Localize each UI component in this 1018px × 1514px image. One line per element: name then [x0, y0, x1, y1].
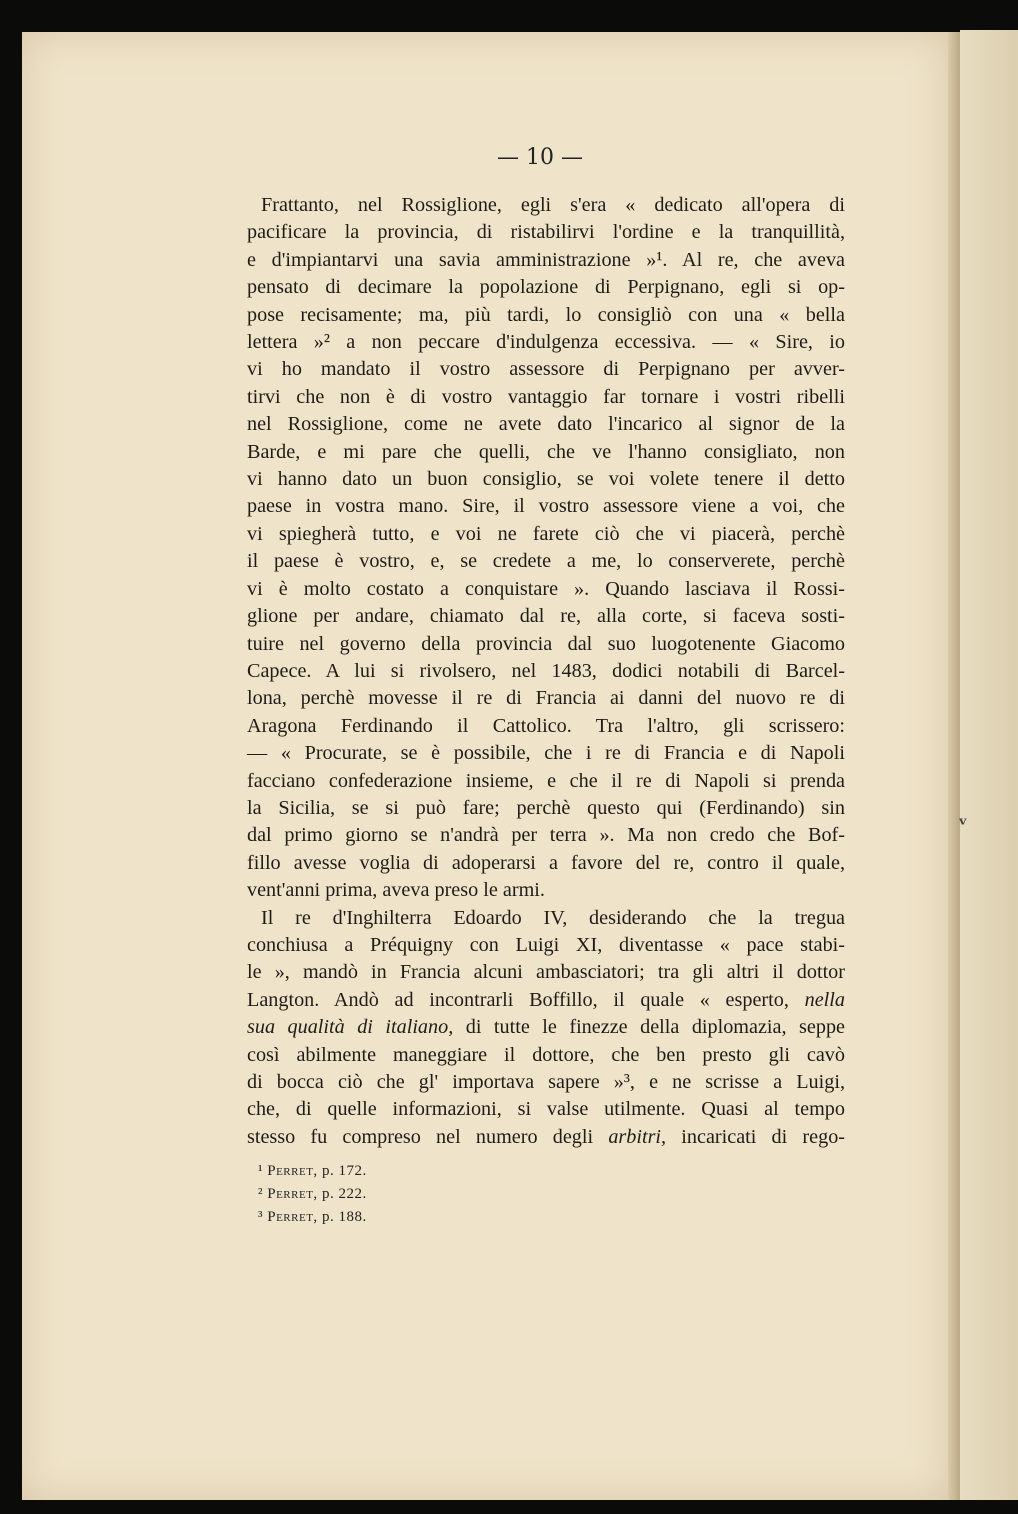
footnote	[258, 1183, 367, 1206]
footnote-author: Perret,	[267, 1209, 318, 1225]
text-line: vi ho mandato il vostro assessore di Perpignano per avver-	[247, 358, 845, 381]
text-line: paese in vostra mano. Sire, il vostro assessore viene a voi, che	[247, 495, 845, 518]
text-line: vi spiegherà tutto, e voi ne farete ciò che vi piacerà, perchè	[247, 522, 845, 545]
text-line: conchiusa a Préquigny con Luigi XI, diventasse « pace stabi-	[247, 933, 845, 956]
text-line: Aragona Ferdinando il Cattolico. Tra l'altro, gli scrissero:	[247, 714, 845, 737]
text-line	[247, 987, 845, 1014]
italic-segment: arbitri,	[608, 1125, 667, 1148]
text-line: facciano confederazione insieme, e che il re di Napoli si prenda	[247, 769, 845, 792]
text-line: pose recisamente; ma, più tardi, lo consigliò con una « bella	[247, 303, 845, 326]
footnote-page: p. 188.	[321, 1209, 367, 1225]
text-segment: stesso fu compreso nel numero degli	[247, 1125, 594, 1148]
text-line: vi è molto costato a conquistare ». Quando lasciava il Rossi-	[247, 577, 845, 600]
text-line: pensato di decimare la popolazione di Perpignano, egli si op-	[247, 276, 845, 299]
italic-segment: sua qualità di italiano,	[247, 1016, 454, 1039]
main-text	[247, 192, 845, 1151]
text-line: fillo avesse voglia di adoperarsi a favore del re, contro il quale,	[247, 851, 845, 874]
text-segment: incaricati di rego-	[681, 1125, 846, 1148]
text-line: lona, perchè movesse il re di Francia ai danni del nuovo re di	[247, 687, 845, 710]
text-line: glione per andare, chiamato dal re, alla corte, si faceva sosti-	[247, 605, 845, 628]
text-segment: Langton. Andò ad incontrarli Boffillo, il quale « esperto,	[247, 988, 789, 1011]
text-line: e d'impiantarvi una savia amministrazione »¹. Al re, che aveva	[247, 248, 845, 271]
page-edge	[948, 32, 960, 1500]
text-line: Il re d'Inghilterra Edoardo IV, desiderando che la tregua	[261, 906, 845, 929]
text-line: di bocca ciò che gl' importava sapere »³, e ne scrisse a Luigi,	[247, 1071, 845, 1093]
text-line: — « Procurate, se è possibile, che i re di Francia e di Napoli	[247, 742, 845, 765]
footnote-page: p. 222.	[321, 1186, 367, 1202]
text-line: che, di quelle informazioni, si valse utilmente. Quasi al tempo	[247, 1098, 845, 1121]
text-line: Barde, e mi pare che quelli, che ve l'hanno consigliato, non	[247, 440, 845, 463]
text-line	[247, 1014, 845, 1041]
text-line: le », mandò in Francia alcuni ambasciatori; tra gli altri il dottor	[247, 961, 845, 984]
footnote	[258, 1206, 367, 1229]
adjacent-page-strip	[960, 30, 1018, 1500]
text-line: dal primo giorno se n'andrà per terra ». Ma non credo che Bof-	[247, 824, 845, 847]
footnote-number: ²	[258, 1186, 263, 1202]
footnote-number: ¹	[258, 1163, 263, 1179]
footnote-author: Perret,	[267, 1163, 318, 1179]
text-line: il paese è vostro, e, se credete a me, lo conserverete, perchè	[247, 550, 845, 573]
footnote	[258, 1160, 367, 1183]
footnotes	[258, 1160, 367, 1229]
footnote-page: p. 172.	[321, 1163, 367, 1179]
text-line: così abilmente maneggiare il dottore, che ben presto gli cavò	[247, 1043, 845, 1066]
text-segment: di tutte le finezze della diplomazia, seppe	[465, 1016, 845, 1039]
text-line: Capece. A lui si rivolsero, nel 1483, dodici notabili di Barcel-	[247, 659, 845, 682]
strip-ink-mark: ᵛ	[958, 812, 968, 836]
text-line: nel Rossiglione, come ne avete dato l'incarico al signor de la	[247, 413, 845, 436]
text-line: lettera »² a non peccare d'indulgenza eccessiva. — « Sire, io	[247, 331, 845, 354]
text-line: la Sicilia, se si può fare; perchè questo qui (Ferdinando) sin	[247, 796, 845, 819]
text-line: vi hanno dato un buon consiglio, se voi volete tenere il detto	[247, 468, 845, 491]
text-line	[247, 1124, 845, 1151]
text-line: tuire nel governo della provincia dal suo luogotenente Giacomo	[247, 632, 845, 655]
page-number: — 10 —	[497, 145, 583, 170]
text-line: Frattanto, nel Rossiglione, egli s'era « dedicato all'opera di	[261, 194, 845, 216]
text-line: pacificare la provincia, di ristabilirvi l'ordine e la tranquillità,	[247, 221, 845, 244]
text-line: vent'anni prima, aveva preso le armi.	[247, 879, 545, 902]
footnote-number: ³	[258, 1209, 263, 1225]
text-line: tirvi che non è di vostro vantaggio far tornare i vostri ribelli	[247, 385, 845, 408]
italic-segment: nella	[804, 988, 845, 1011]
footnote-author: Perret,	[267, 1186, 318, 1202]
